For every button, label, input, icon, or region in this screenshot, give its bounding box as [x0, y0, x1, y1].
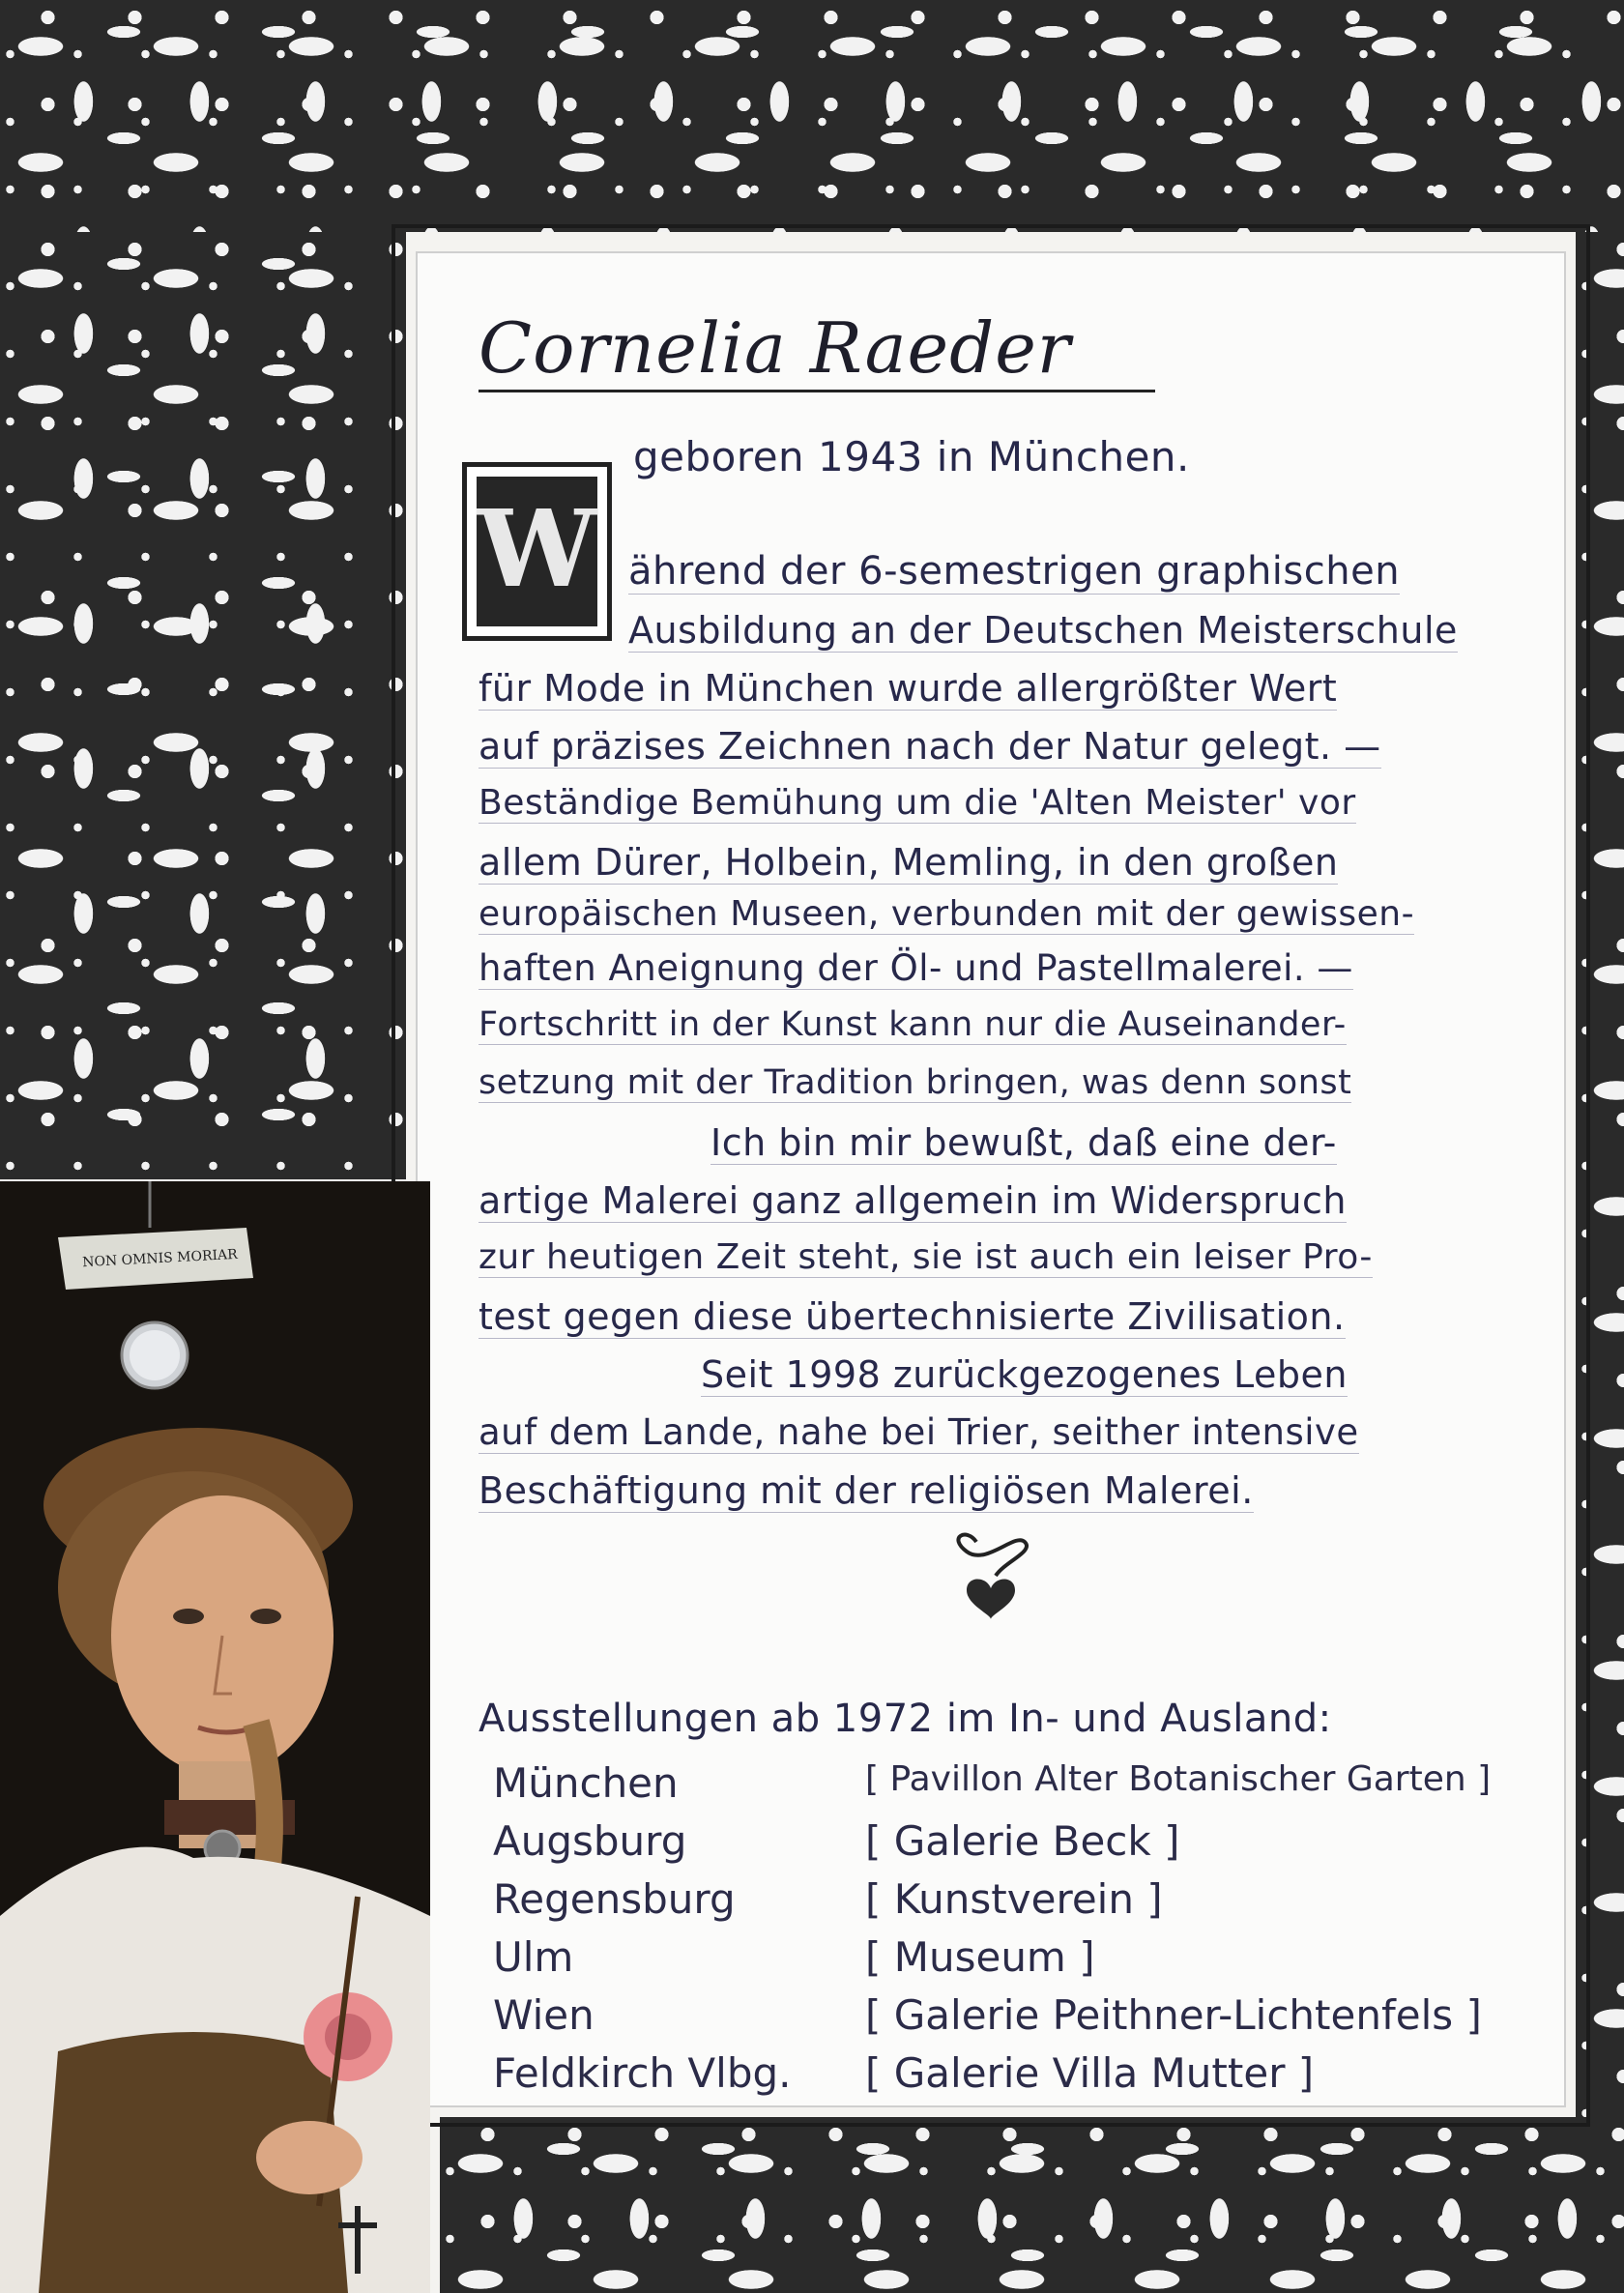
- page-title: Cornelia Raeder: [478, 307, 1072, 389]
- exhibition-city: Augsburg: [493, 1817, 687, 1865]
- exhibition-venue: [ Museum ]: [865, 1933, 1095, 1981]
- title-underline: [478, 390, 1155, 392]
- body-line: zur heutigen Zeit steht, sie ist auch ein leiser Pro-: [478, 1237, 1373, 1277]
- ornamental-border-top: [0, 0, 1624, 232]
- self-portrait-painting: [0, 1181, 430, 2293]
- body-line: haften Aneignung der Öl- und Pastellmalerei. —: [478, 947, 1353, 989]
- body-line: auf präzises Zeichnen nach der Natur gelegt. —: [478, 725, 1381, 768]
- body-line: Ich bin mir bewußt, daß eine der-: [710, 1121, 1337, 1164]
- exhibition-city: München: [493, 1759, 679, 1807]
- exhibition-venue: [ Galerie Villa Mutter ]: [865, 2049, 1315, 2097]
- body-line: Beschäftigung mit der religiösen Malerei.: [478, 1469, 1254, 1512]
- exhibition-city: Feldkirch Vlbg.: [493, 2049, 792, 2097]
- portrait-motto-label: NON OMNIS MORIAR: [81, 1246, 239, 1271]
- body-line: europäischen Museen, verbunden mit der gewissen-: [478, 894, 1415, 934]
- body-line: auf dem Lande, nahe bei Trier, seither intensive: [478, 1411, 1359, 1453]
- body-line: allem Dürer, Holbein, Memling, in den großen: [478, 841, 1339, 884]
- body-line: artige Malerei ganz allgemein im Widerspruch: [478, 1179, 1347, 1222]
- body-line: Beständige Bemühung um die 'Alten Meister' vor: [478, 783, 1356, 823]
- body-line: für Mode in München wurde allergrößter Wert: [478, 667, 1338, 710]
- exhibition-city: Regensburg: [493, 1875, 736, 1923]
- ornamental-border-bottom: [440, 2117, 1624, 2293]
- exhibition-city: Ulm: [493, 1933, 574, 1981]
- exhibition-venue: [ Galerie Beck ]: [865, 1817, 1180, 1865]
- body-line: test gegen diese übertechnisierte Zivilisation.: [478, 1295, 1346, 1338]
- body-line: Seit 1998 zurückgezogenes Leben: [701, 1353, 1348, 1396]
- body-line: ährend der 6-semestrigen graphischen: [628, 549, 1401, 594]
- exhibitions-heading: Ausstellungen ab 1972 im In- und Ausland:: [478, 1697, 1332, 1741]
- born-line: geboren 1943 in München.: [633, 433, 1190, 480]
- portrait-illustration: [0, 1181, 430, 2293]
- exhibition-venue: [ Kunstverein ]: [865, 1875, 1163, 1923]
- body-line: setzung mit der Tradition bringen, was denn sonst: [478, 1063, 1352, 1102]
- heart-flourish-icon: [938, 1523, 1044, 1629]
- exhibition-venue: [ Galerie Peithner-Lichtenfels ]: [865, 1991, 1482, 2039]
- illuminated-initial: [462, 462, 612, 641]
- initial-letter: W: [477, 477, 597, 626]
- exhibition-venue: [ Pavillon Alter Botanischer Garten ]: [865, 1759, 1492, 1799]
- body-line: Fortschritt in der Kunst kann nur die Auseinander-: [478, 1005, 1347, 1044]
- body-line: Ausbildung an der Deutschen Meisterschule: [628, 609, 1458, 652]
- ornamental-border-left: [0, 232, 406, 1179]
- exhibition-city: Wien: [493, 1991, 594, 2039]
